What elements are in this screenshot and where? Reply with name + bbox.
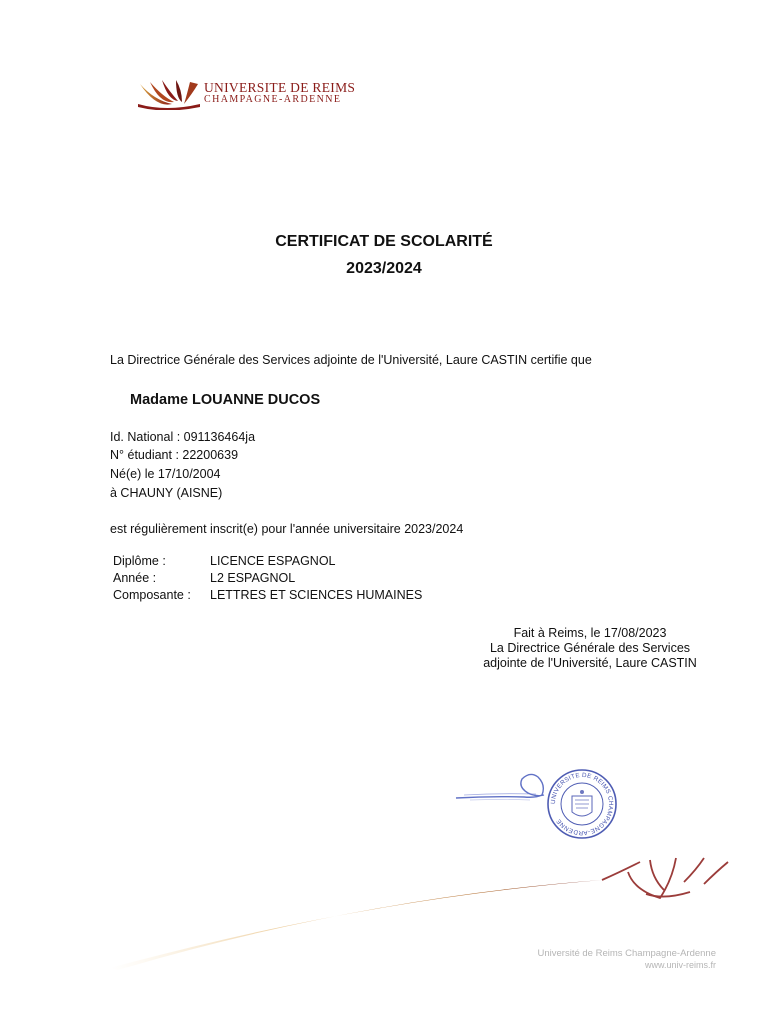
university-logo	[136, 74, 356, 110]
stamp-text: UNIVERSITE DE REIMS CHAMPAGNE-ARDENNE	[549, 771, 615, 837]
footer-url: www.univ-reims.fr	[644, 960, 716, 970]
signature-block	[440, 626, 740, 671]
signatory-line2: adjointe de l'Université, Laure CASTIN	[483, 656, 697, 670]
faculty-label: Composante :	[113, 588, 191, 602]
national-id: Id. National : 091136464ja	[110, 430, 256, 444]
diploma-value: LICENCE ESPAGNOL	[210, 554, 336, 568]
student-name: Madame LOUANNE DUCOS	[130, 392, 321, 408]
year-label: Année :	[113, 571, 157, 585]
diploma-label: Diplôme :	[113, 554, 166, 568]
certification-intro: La Directrice Générale des Services adjointe de l'Université, Laure CASTIN certifie que	[110, 353, 592, 367]
student-number: N° étudiant : 22200639	[110, 448, 239, 462]
academic-year: 2023/2024	[346, 260, 422, 277]
place-and-date: Fait à Reims, le 17/08/2023	[513, 626, 667, 640]
document-title: CERTIFICAT DE SCOLARITÉ	[275, 233, 493, 250]
year-value: L2 ESPAGNOL	[210, 571, 296, 585]
logo-line2: CHAMPAGNE-ARDENNE	[204, 94, 342, 105]
birth-date: Né(e) le 17/10/2004	[110, 467, 221, 481]
footer-university: Université de Reims Champagne-Ardenne	[537, 948, 716, 959]
birth-place: à CHAUNY (AISNE)	[110, 486, 223, 500]
logo-emblem-icon	[136, 74, 202, 110]
signatory-line1: La Directrice Générale des Services	[489, 641, 691, 655]
enrollment-statement: est régulièrement inscrit(e) pour l'année universitaire 2023/2024	[110, 522, 464, 536]
faculty-value: LETTRES ET SCIENCES HUMAINES	[210, 588, 423, 602]
handwritten-signature	[450, 765, 550, 815]
logo-line1: UNIVERSITE DE REIMS	[204, 80, 356, 95]
